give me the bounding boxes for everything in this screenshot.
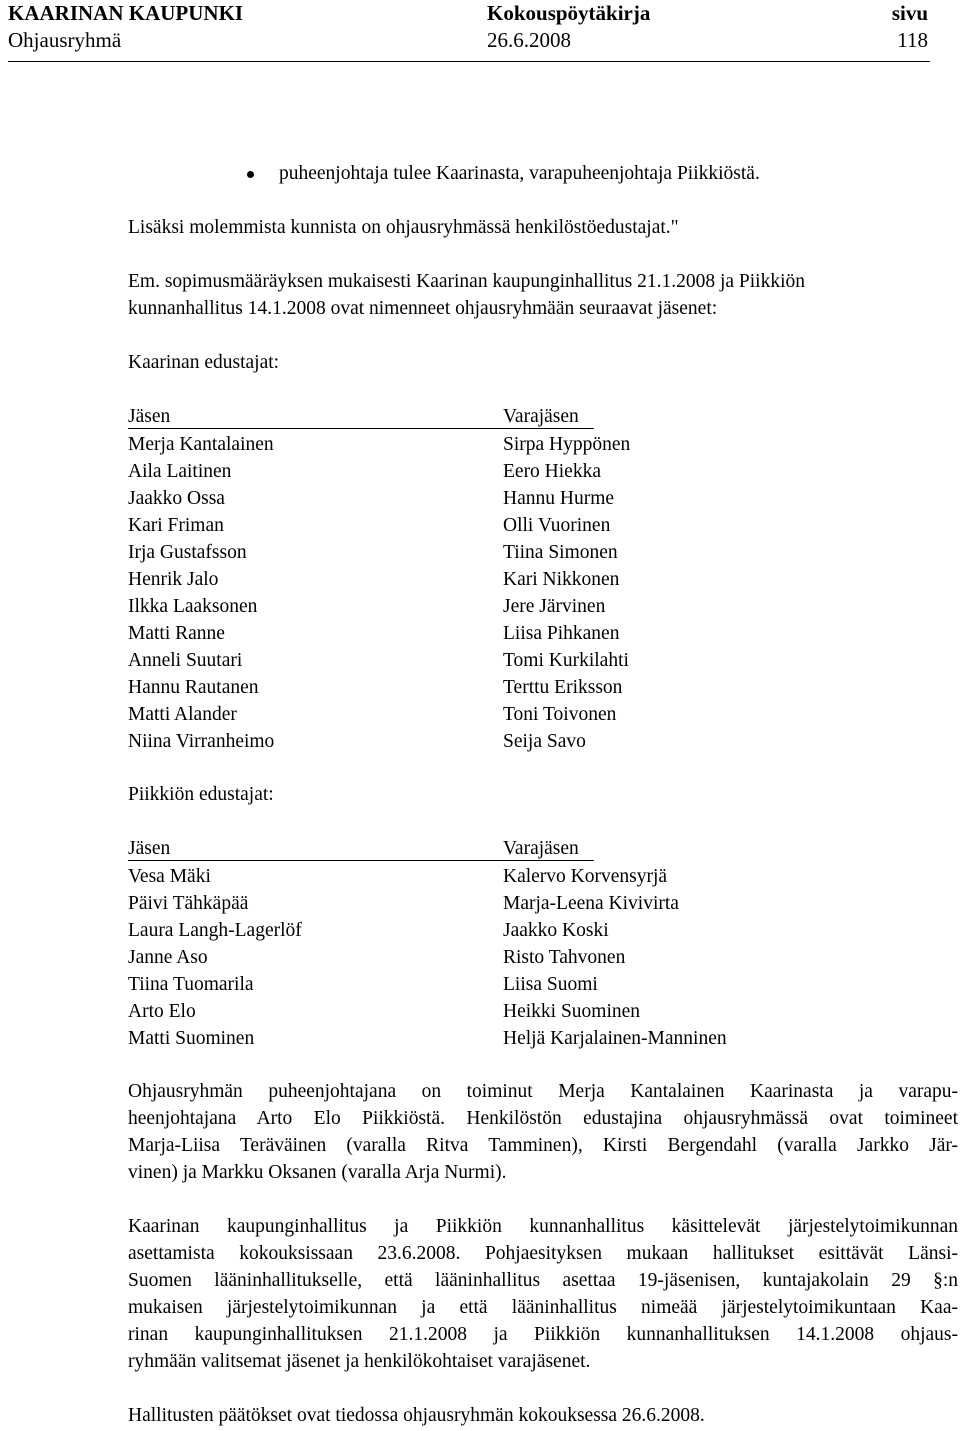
bullet-text: puheenjohtaja tulee Kaarinasta, varapuheenjohtaja Piikkiöstä. [279, 163, 760, 184]
piikkio-member: Janne Aso [128, 947, 208, 968]
piikkio-col-member-header: Jäsen [128, 835, 503, 861]
kaarina-deputy: Jere Järvinen [503, 596, 606, 617]
piikkio-col-deputy-header: Varajäsen [503, 835, 594, 861]
piikkio-table [128, 835, 958, 1051]
kaarina-deputy: Tiina Simonen [503, 542, 618, 563]
header-org: KAARINAN KAUPUNKI [8, 1, 244, 25]
kaarina-deputy: Liisa Pihkanen [503, 623, 620, 644]
piikkio-deputy: Marja-Leena Kivivirta [503, 893, 679, 914]
kaarina-table [128, 403, 958, 754]
piikkio-member: Arto Elo [128, 1001, 196, 1022]
kaarina-col-deputy-header: Varajäsen [503, 403, 594, 429]
staff-line: Lisäksi molemmista kunnista on ohjausryhmässä henkilöstöedustajat." [128, 217, 679, 238]
kaarina-member: Matti Ranne [128, 623, 225, 644]
paragraph-line: ryhmään valitsemat jäsenet ja henkilökohtaiset varajäsenet. [128, 1351, 591, 1372]
bullet-item [0, 160, 958, 187]
kaarina-deputies-column [503, 403, 903, 755]
kaarina-members-list [128, 431, 503, 755]
kaarina-deputy: Kari Nikkonen [503, 569, 620, 590]
piikkio-members-column [128, 835, 503, 1052]
paragraph-line: mukaisen järjestelytoimikunnan ja että lääninhallitus nimeää järjestelytoimikuntaan Kaa- [128, 1297, 958, 1318]
kaarina-member: Ilkka Laaksonen [128, 596, 258, 617]
kaarina-deputy: Hannu Hurme [503, 488, 615, 509]
paragraph-line: heenjohtajana Arto Elo Piikkiöstä. Henkilöstön edustajina ohjausryhmässä ovat toimineet [128, 1108, 958, 1129]
paragraph-line: Suomen lääninhallitukselle, että lääninhallitus asettaa 19-jäsenisen, kuntajakolain 29 §:n [128, 1270, 958, 1291]
piikkio-deputies-column [503, 835, 903, 1052]
kaarina-deputy: Eero Hiekka [503, 461, 601, 482]
kaarina-member: Merja Kantalainen [128, 434, 274, 455]
header-rule [8, 61, 930, 62]
piikkio-deputy: Heikki Suominen [503, 1001, 641, 1022]
piikkio-deputies-list [503, 863, 903, 1052]
kaarina-deputy: Seija Savo [503, 731, 586, 752]
header-doc-type: Kokouspöytäkirja [487, 1, 651, 25]
kaarina-member: Kari Friman [128, 515, 224, 536]
kaarina-members-column [128, 403, 503, 755]
paragraph-line: Ohjausryhmän puheenjohtajana on toiminut Merja Kantalainen Kaarinasta ja varapu- [128, 1081, 958, 1102]
header-page-number: 118 [897, 28, 928, 52]
paragraph-line: vinen) ja Markku Oksanen (varalla Arja Nurmi). [128, 1162, 507, 1183]
header-body: Ohjausryhmä [8, 28, 122, 52]
kaarina-col-member-header: Jäsen [128, 403, 503, 429]
page-header [8, 0, 930, 54]
piikkio-members-list [128, 863, 503, 1052]
kaarina-member: Jaakko Ossa [128, 488, 225, 509]
header-date: 26.6.2008 [487, 28, 571, 52]
header-row-1 [8, 0, 930, 27]
kaarina-deputy: Olli Vuorinen [503, 515, 611, 536]
kaarina-member: Henrik Jalo [128, 569, 219, 590]
kaarina-deputy: Sirpa Hyppönen [503, 434, 631, 455]
paragraph-chairs [128, 1078, 958, 1186]
bullet-dot-icon [247, 171, 254, 178]
piikkio-deputy: Risto Tahvonen [503, 947, 626, 968]
kaarina-member: Hannu Rautanen [128, 677, 259, 698]
paragraph-line: Kaarinan kaupunginhallitus ja Piikkiön kunnanhallitus käsittelevät järjestelytoimikunnan [128, 1216, 958, 1237]
kaarina-member: Anneli Suutari [128, 650, 243, 671]
paragraph-line: Marja-Liisa Teräväinen (varalla Ritva Tamminen), Kirsti Bergendahl (varalla Jarkko Jär- [128, 1135, 958, 1156]
header-page-label: sivu [891, 1, 928, 25]
header-row-2 [8, 27, 930, 54]
paragraph-line: rinan kaupunginhallituksen 21.1.2008 ja Piikkiön kunnanhallituksen 14.1.2008 ohjaus- [128, 1324, 958, 1345]
kaarina-deputies-list [503, 431, 903, 755]
kaarina-member: Niina Virranheimo [128, 731, 275, 752]
piikkio-deputy: Kalervo Korvensyrjä [503, 866, 668, 887]
decision-line-2: kunnanhallitus 14.1.2008 ovat nimenneet ohjausryhmään seuraavat jäsenet: [128, 298, 718, 319]
paragraph-line: asettamista kokouksissaan 23.6.2008. Pohjaesityksen mukaan hallitukset esittävät Länsi- [128, 1243, 958, 1264]
kaarina-member: Aila Laitinen [128, 461, 232, 482]
piikkio-deputy: Jaakko Koski [503, 920, 609, 941]
piikkio-deputy: Liisa Suomi [503, 974, 598, 995]
piikkio-member: Tiina Tuomarila [128, 974, 254, 995]
piikkio-member: Päivi Tähkäpää [128, 893, 249, 914]
piikkio-title: Piikkiön edustajat: [128, 784, 274, 805]
piikkio-deputy: Heljä Karjalainen-Manninen [503, 1028, 727, 1049]
piikkio-member: Matti Suominen [128, 1028, 255, 1049]
kaarina-title: Kaarinan edustajat: [128, 352, 280, 373]
kaarina-member: Irja Gustafsson [128, 542, 247, 563]
decision-line-1: Em. sopimusmääräyksen mukaisesti Kaarinan kaupunginhallitus 21.1.2008 ja Piikkiön [128, 271, 805, 292]
paragraph-committee [128, 1213, 958, 1375]
document-body [128, 160, 958, 1429]
piikkio-member: Vesa Mäki [128, 866, 211, 887]
paragraph-decisions: Hallitusten päätökset ovat tiedossa ohjausryhmän kokouksessa 26.6.2008. [128, 1405, 705, 1426]
piikkio-member: Laura Langh-Lagerlöf [128, 920, 302, 941]
kaarina-deputy: Toni Toivonen [503, 704, 617, 725]
kaarina-member: Matti Alander [128, 704, 237, 725]
kaarina-deputy: Terttu Eriksson [503, 677, 623, 698]
kaarina-deputy: Tomi Kurkilahti [503, 650, 629, 671]
